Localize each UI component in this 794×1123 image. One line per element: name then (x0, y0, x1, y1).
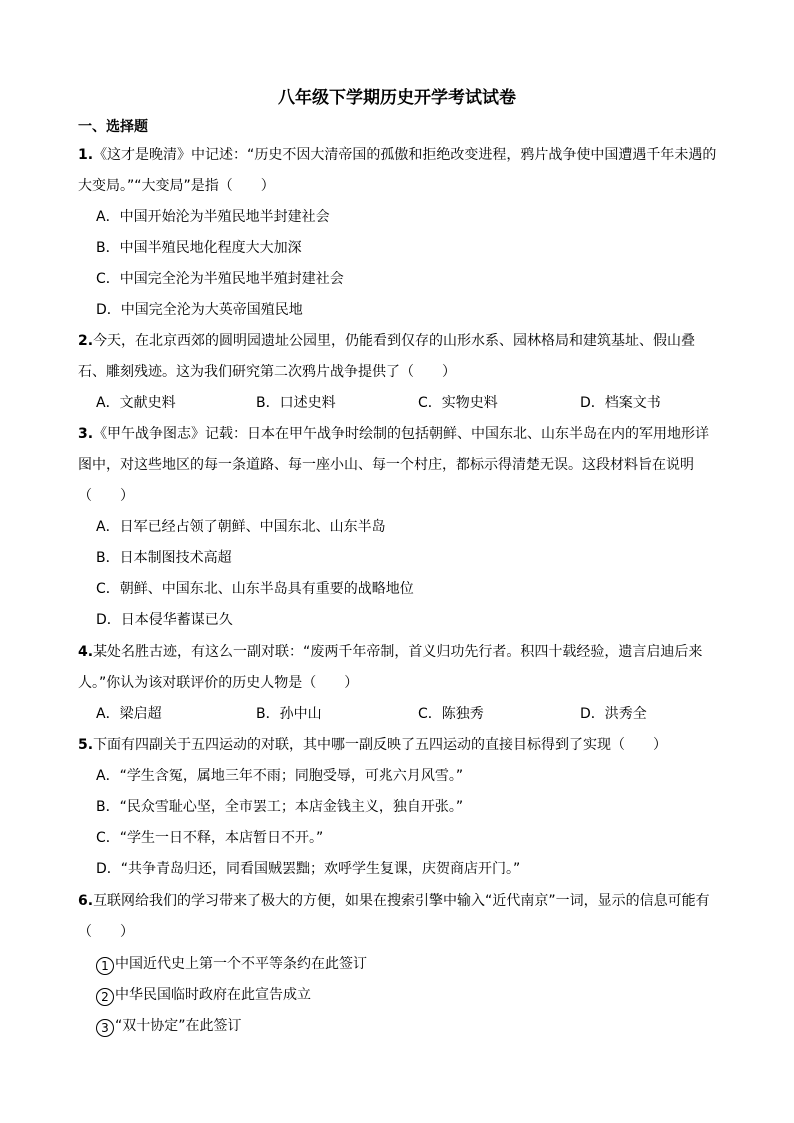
circled-number-icon: 1 (96, 957, 114, 975)
question-5-line-1: 5.下面有四副关于五四运动的对联，其中哪一副反映了五四运动的直接目标得到了实现（ ） (78, 737, 668, 753)
statement-2: 2 中华民国临时政府在此宣告成立 (96, 985, 311, 1006)
statement-1: 1 中国近代史上第一个不平等条约在此签订 (96, 954, 367, 975)
question-6-line-1: 6.互联网给我们的学习带来了极大的方便，如果在搜索引擎中输入“近代南京”一词，显示的信息可能有 (78, 893, 710, 909)
option-c: C．朝鲜、中国东北、山东半岛具有重要的战略地位 (96, 581, 414, 597)
question-1-line-1: 1.《这才是晚清》中记述：“历史不因大清帝国的孤傲和拒绝改变进程，鸦片战争使中国遭遇千年未遇的 (78, 147, 717, 163)
circled-number-icon: 2 (96, 988, 114, 1006)
question-2-line-2: 石、雕刻残迹。这为我们研究第二次鸦片战争提供了（ ） (78, 364, 456, 380)
option-b: B．日本制图技术高超 (96, 550, 232, 566)
option-a: A．梁启超 (96, 706, 162, 722)
section-heading: 一、选择题 (78, 119, 148, 135)
option-c: C．“学生一日不释，本店暂日不开。” (96, 830, 324, 846)
question-number: 6. (78, 893, 94, 909)
option-d: D．洪秀全 (580, 706, 647, 722)
option-a: A．文献史料 (96, 395, 176, 411)
question-3-line-3: （ ） (78, 488, 134, 504)
exam-title: 八年级下学期历史开学考试试卷 (278, 88, 516, 108)
question-number: 1. (78, 147, 94, 163)
question-number: 5. (78, 737, 94, 753)
option-d: D．档案文书 (580, 395, 661, 411)
question-6-line-2: （ ） (78, 924, 134, 940)
option-d: D．日本侵华蓄谋已久 (96, 612, 233, 628)
question-4-line-2: 人。”你认为该对联评价的历史人物是（ ） (78, 675, 359, 691)
option-a: A．“学生含冤，属地三年不雨；同胞受辱，可兆六月风雪。” (96, 768, 464, 784)
statement-3: 3 “双十协定”在此签订 (96, 1016, 242, 1037)
option-a: A．日军已经占领了朝鲜、中国东北、山东半岛 (96, 519, 386, 535)
question-2-line-1: 2.今天，在北京西郊的圆明园遗址公园里，仍能看到仅存的山形水系、园林格局和建筑基址、假山叠 (78, 333, 696, 349)
option-b: B．口述史料 (256, 395, 336, 411)
question-1-line-2: 大变局。”“大变局”是指（ ） (78, 178, 275, 194)
circled-number-icon: 3 (96, 1019, 114, 1037)
question-4-line-1: 4.某处名胜古迹，有这么一副对联：“废两千年帝制，首义归功先行者。积四十载经验，遗言启迪后来 (78, 644, 703, 660)
option-a: A．中国开始沦为半殖民地半封建社会 (96, 209, 330, 225)
option-b: B．“民众雪耻心坚，全市罢工；本店金钱主义，独自开张。” (96, 799, 464, 815)
question-number: 4. (78, 644, 94, 660)
option-b: B．孙中山 (256, 706, 322, 722)
question-3-line-2: 图中，对这些地区的每一条道路、每一座小山、每一个村庄，都标示得清楚无误。这段材料旨在说明 (78, 457, 694, 473)
question-number: 2. (78, 333, 94, 349)
option-c: C．实物史料 (418, 395, 498, 411)
option-c: C．陈独秀 (418, 706, 484, 722)
option-c: C．中国完全沦为半殖民地半殖封建社会 (96, 271, 344, 287)
question-3-line-1: 3.《甲午战争图志》记载：日本在甲午战争时绘制的包括朝鲜、中国东北、山东半岛在内的军用地形详 (78, 426, 710, 442)
option-d: D．中国完全沦为大英帝国殖民地 (96, 302, 303, 318)
option-b: B．中国半殖民地化程度大大加深 (96, 240, 302, 256)
question-number: 3. (78, 426, 94, 442)
option-d: D．“共争青岛归还，同看国贼罢黜；欢呼学生复课，庆贺商店开门。” (96, 861, 521, 877)
